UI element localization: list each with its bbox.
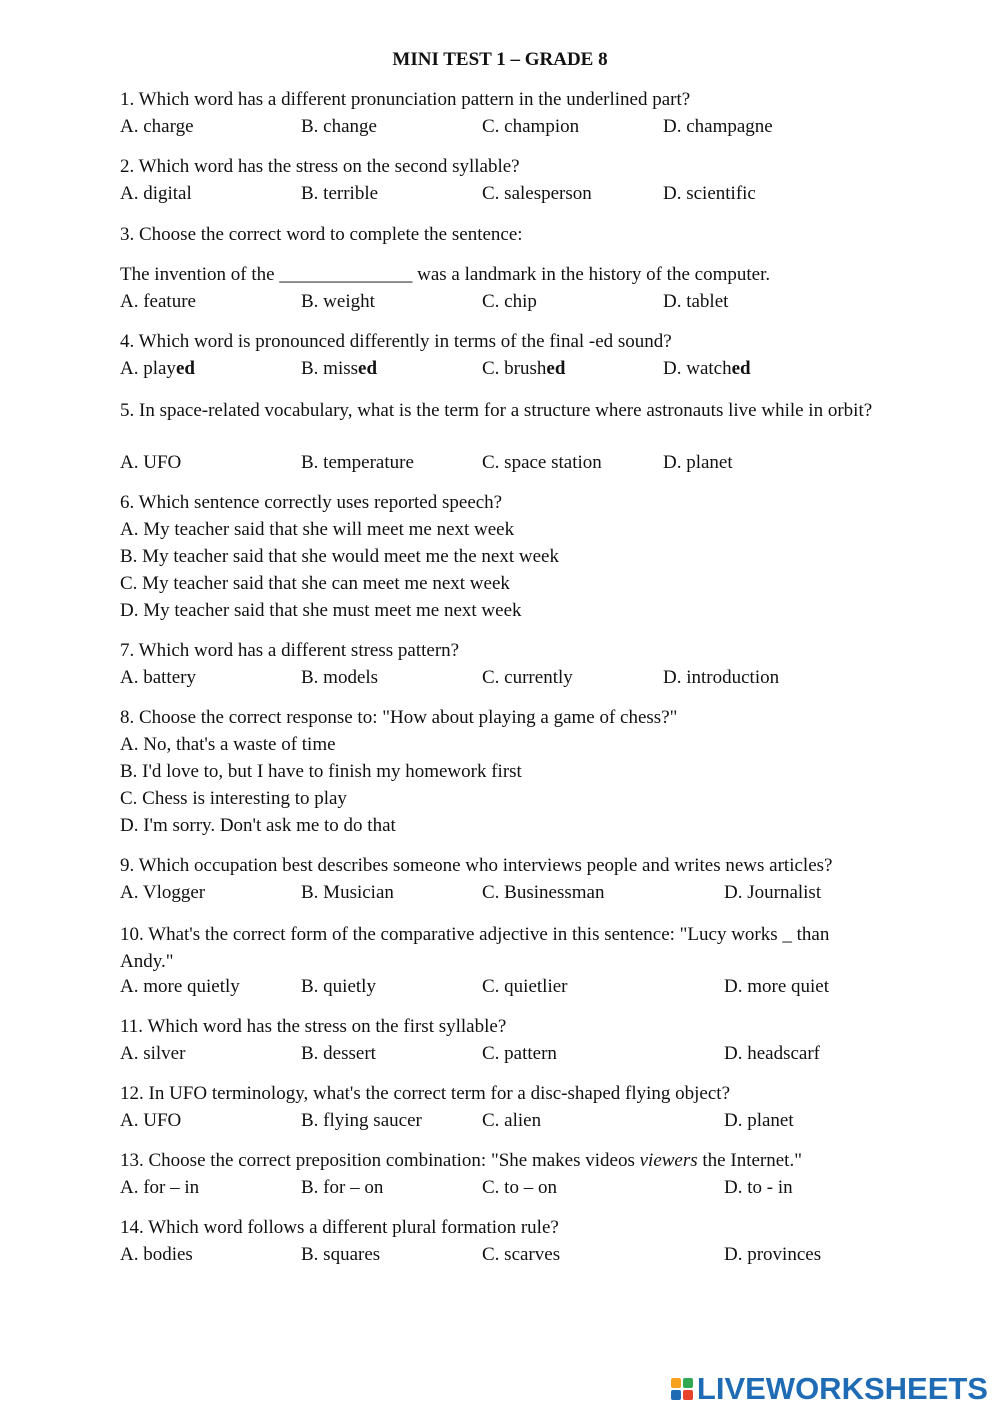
logo-square [671,1390,681,1400]
q5-option-a: A. UFO [120,452,182,473]
q12-option-b: B. flying saucer [301,1110,422,1131]
q11-option-b: B. dessert [301,1043,376,1064]
q7-option-d: D. introduction [663,667,780,688]
q13-option-d: D. to - in [724,1177,793,1198]
question-14-stem: 14. Which word follows a different plural formation rule? [120,1217,559,1238]
question-13-stem: 13. Choose the correct preposition combination: "She makes videos viewers the Internet." [120,1150,802,1171]
q10-option-d: D. more quiet [724,976,830,997]
question-5-stem: 5. In space-related vocabulary, what is the term for a structure where astronauts live while in orbit? [120,400,873,421]
q12-option-c: C. alien [482,1110,542,1131]
question-8-stem: 8. Choose the correct response to: "How about playing a game of chess?" [120,707,678,728]
liveworksheets-logo [671,1371,988,1406]
q9-option-b: B. Musician [301,882,394,903]
logo-mark-icon [671,1378,693,1400]
q1-option-b: B. change [301,116,377,137]
q2-option-b: B. terrible [301,183,379,204]
q8-option-a: A. No, that's a waste of time [120,734,336,755]
q8-option-b: B. I'd love to, but I have to finish my homework first [120,761,522,782]
question-10-stem: 10. What's the correct form of the comparative adjective in this sentence: "Lucy works _ than Andy." [120,924,830,972]
q12-option-d: D. planet [724,1110,794,1131]
q12-option-a: A. UFO [120,1110,182,1131]
q9-option-d: D. Journalist [724,882,822,903]
q7-option-c: C. currently [482,667,573,688]
q13-option-a: A. for – in [120,1177,200,1198]
q3-option-b: B. weight [301,291,375,312]
q3-option-c: C. chip [482,291,537,312]
logo-text: LIVEWORKSHEETS [696,1371,988,1406]
question-1-stem: 1. Which word has a different pronunciation pattern in the underlined part? [120,89,691,110]
q9-option-a: A. Vlogger [120,882,206,903]
question-3-sentence: The invention of the ______________ was a landmark in the history of the computer. [120,264,771,285]
q7-option-a: A. battery [120,667,196,688]
logo-square [683,1390,693,1400]
q13-option-c: C. to – on [482,1177,557,1198]
q11-option-a: A. silver [120,1043,186,1064]
q14-option-d: D. provinces [724,1244,822,1265]
q4-option-c: C. brushed [482,358,566,379]
q14-option-b: B. squares [301,1244,381,1265]
q14-option-a: A. bodies [120,1244,193,1265]
q8-option-d: D. I'm sorry. Don't ask me to do that [120,815,396,836]
page-title: MINI TEST 1 – GRADE 8 [392,49,608,70]
q11-option-c: C. pattern [482,1043,557,1064]
q10-option-b: B. quietly [301,976,376,997]
logo-square [683,1378,693,1388]
q10-option-a: A. more quietly [120,976,240,997]
question-2-stem: 2. Which word has the stress on the second syllable? [120,156,520,177]
question-7-stem: 7. Which word has a different stress pattern? [120,640,460,661]
q4-option-d: D. watched [663,358,751,379]
logo-square [671,1378,681,1388]
question-12-stem: 12. In UFO terminology, what's the correct term for a disc-shaped flying object? [120,1083,731,1104]
q3-option-d: D. tablet [663,291,729,312]
q8-option-c: C. Chess is interesting to play [120,788,347,809]
question-4-stem: 4. Which word is pronounced differently in terms of the final -ed sound? [120,331,672,352]
q2-option-d: D. scientific [663,183,756,204]
q14-option-c: C. scarves [482,1244,561,1265]
q4-option-a: A. played [120,358,195,379]
q2-option-a: A. digital [120,183,192,204]
q1-option-a: A. charge [120,116,194,137]
q5-option-c: C. space station [482,452,602,473]
q7-option-b: B. models [301,667,379,688]
q10-option-c: C. quietlier [482,976,568,997]
q3-option-a: A. feature [120,291,196,312]
question-3-stem: 3. Choose the correct word to complete the sentence: [120,224,523,245]
q6-option-a: A. My teacher said that she will meet me next week [120,519,515,540]
question-9-stem: 9. Which occupation best describes someone who interviews people and writes news articles? [120,855,833,876]
q6-option-c: C. My teacher said that she can meet me next week [120,573,510,594]
q1-option-d: D. champagne [663,116,773,137]
q11-option-d: D. headscarf [724,1043,821,1064]
q9-option-c: C. Businessman [482,882,605,903]
q6-option-b: B. My teacher said that she would meet me the next week [120,546,559,567]
q2-option-c: C. salesperson [482,183,592,204]
question-6-stem: 6. Which sentence correctly uses reported speech? [120,492,503,513]
q6-option-d: D. My teacher said that she must meet me next week [120,600,522,621]
question-11-stem: 11. Which word has the stress on the first syllable? [120,1016,507,1037]
q5-option-b: B. temperature [301,452,414,473]
q13-option-b: B. for – on [301,1177,384,1198]
q4-option-b: B. missed [301,358,378,379]
q5-option-d: D. planet [663,452,733,473]
q1-option-c: C. champion [482,116,580,137]
